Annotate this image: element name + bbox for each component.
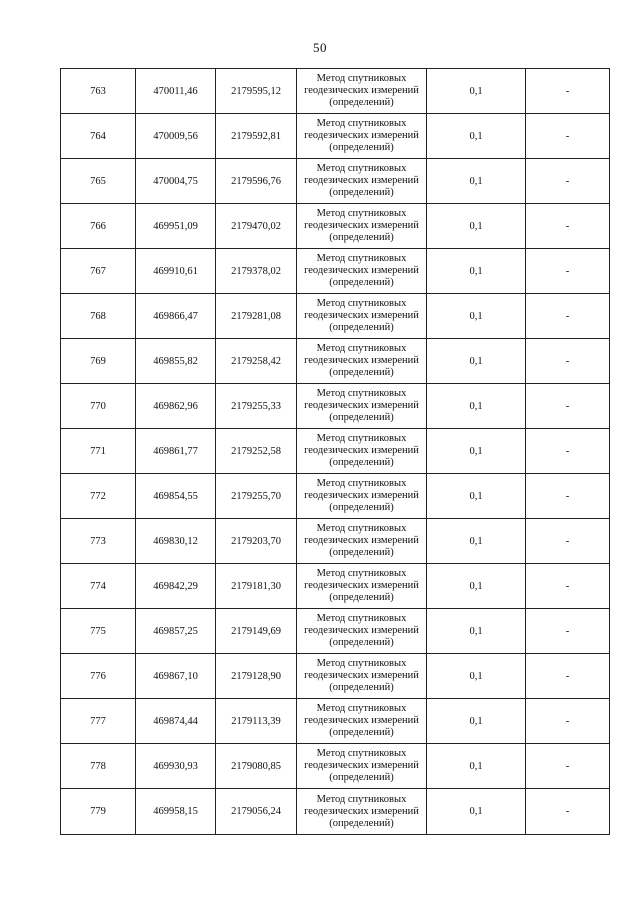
y-coordinate-cell: 2179080,85 — [216, 744, 297, 789]
x-coordinate-cell: 469867,10 — [136, 654, 216, 699]
accuracy-cell: 0,1 — [427, 744, 526, 789]
method-cell: Метод спутниковых геодезических измерений (определений) — [297, 249, 427, 294]
note-cell: - — [526, 159, 610, 204]
y-coordinate-cell: 2179378,02 — [216, 249, 297, 294]
accuracy-cell: 0,1 — [427, 114, 526, 159]
accuracy-cell: 0,1 — [427, 159, 526, 204]
accuracy-cell: 0,1 — [427, 69, 526, 114]
accuracy-cell: 0,1 — [427, 474, 526, 519]
table-row — [61, 609, 610, 654]
accuracy-cell: 0,1 — [427, 789, 526, 835]
method-cell: Метод спутниковых геодезических измерений (определений) — [297, 699, 427, 744]
x-coordinate-cell: 469951,09 — [136, 204, 216, 249]
point-number-cell: 766 — [61, 204, 136, 249]
y-coordinate-cell: 2179128,90 — [216, 654, 297, 699]
y-coordinate-cell: 2179470,02 — [216, 204, 297, 249]
accuracy-cell: 0,1 — [427, 384, 526, 429]
note-cell: - — [526, 474, 610, 519]
accuracy-cell: 0,1 — [427, 699, 526, 744]
accuracy-cell: 0,1 — [427, 204, 526, 249]
x-coordinate-cell: 469930,93 — [136, 744, 216, 789]
point-number-cell: 774 — [61, 564, 136, 609]
method-cell: Метод спутниковых геодезических измерений (определений) — [297, 69, 427, 114]
method-cell: Метод спутниковых геодезических измерений (определений) — [297, 609, 427, 654]
point-number-cell: 763 — [61, 69, 136, 114]
y-coordinate-cell: 2179595,12 — [216, 69, 297, 114]
table-row — [61, 249, 610, 294]
y-coordinate-cell: 2179203,70 — [216, 519, 297, 564]
accuracy-cell: 0,1 — [427, 564, 526, 609]
method-cell: Метод спутниковых геодезических измерений (определений) — [297, 789, 427, 835]
x-coordinate-cell: 469830,12 — [136, 519, 216, 564]
note-cell: - — [526, 744, 610, 789]
note-cell: - — [526, 654, 610, 699]
y-coordinate-cell: 2179255,70 — [216, 474, 297, 519]
table-row — [61, 699, 610, 744]
y-coordinate-cell: 2179592,81 — [216, 114, 297, 159]
x-coordinate-cell: 470009,56 — [136, 114, 216, 159]
note-cell: - — [526, 339, 610, 384]
point-number-cell: 772 — [61, 474, 136, 519]
method-cell: Метод спутниковых геодезических измерений (определений) — [297, 429, 427, 474]
table-row — [61, 204, 610, 249]
y-coordinate-cell: 2179113,39 — [216, 699, 297, 744]
method-cell: Метод спутниковых геодезических измерений (определений) — [297, 654, 427, 699]
table-row — [61, 474, 610, 519]
x-coordinate-cell: 469854,55 — [136, 474, 216, 519]
method-cell: Метод спутниковых геодезических измерений (определений) — [297, 744, 427, 789]
method-cell: Метод спутниковых геодезических измерений (определений) — [297, 204, 427, 249]
method-cell: Метод спутниковых геодезических измерений (определений) — [297, 294, 427, 339]
x-coordinate-cell: 469855,82 — [136, 339, 216, 384]
page-number: 50 — [313, 40, 327, 55]
table-row — [61, 654, 610, 699]
table-row — [61, 789, 610, 835]
note-cell: - — [526, 69, 610, 114]
note-cell: - — [526, 789, 610, 835]
x-coordinate-cell: 469861,77 — [136, 429, 216, 474]
x-coordinate-cell: 469842,29 — [136, 564, 216, 609]
y-coordinate-cell: 2179596,76 — [216, 159, 297, 204]
x-coordinate-cell: 470004,75 — [136, 159, 216, 204]
point-number-cell: 779 — [61, 789, 136, 835]
point-number-cell: 768 — [61, 294, 136, 339]
x-coordinate-cell: 469866,47 — [136, 294, 216, 339]
note-cell: - — [526, 609, 610, 654]
accuracy-cell: 0,1 — [427, 429, 526, 474]
accuracy-cell: 0,1 — [427, 249, 526, 294]
table-row — [61, 564, 610, 609]
accuracy-cell: 0,1 — [427, 609, 526, 654]
x-coordinate-cell: 469857,25 — [136, 609, 216, 654]
y-coordinate-cell: 2179149,69 — [216, 609, 297, 654]
point-number-cell: 764 — [61, 114, 136, 159]
table-row — [61, 339, 610, 384]
method-cell: Метод спутниковых геодезических измерений (определений) — [297, 339, 427, 384]
point-number-cell: 767 — [61, 249, 136, 294]
method-cell: Метод спутниковых геодезических измерений (определений) — [297, 474, 427, 519]
y-coordinate-cell: 2179255,33 — [216, 384, 297, 429]
note-cell: - — [526, 114, 610, 159]
table-row — [61, 519, 610, 564]
note-cell: - — [526, 294, 610, 339]
note-cell: - — [526, 384, 610, 429]
point-number-cell: 769 — [61, 339, 136, 384]
point-number-cell: 775 — [61, 609, 136, 654]
y-coordinate-cell: 2179281,08 — [216, 294, 297, 339]
coordinates-table-body — [61, 69, 610, 835]
table-row — [61, 69, 610, 114]
method-cell: Метод спутниковых геодезических измерений (определений) — [297, 159, 427, 204]
note-cell: - — [526, 204, 610, 249]
table-row — [61, 744, 610, 789]
point-number-cell: 771 — [61, 429, 136, 474]
note-cell: - — [526, 564, 610, 609]
y-coordinate-cell: 2179252,58 — [216, 429, 297, 474]
method-cell: Метод спутниковых геодезических измерений (определений) — [297, 564, 427, 609]
note-cell: - — [526, 519, 610, 564]
accuracy-cell: 0,1 — [427, 654, 526, 699]
point-number-cell: 776 — [61, 654, 136, 699]
x-coordinate-cell: 469910,61 — [136, 249, 216, 294]
table-row — [61, 114, 610, 159]
method-cell: Метод спутниковых геодезических измерений (определений) — [297, 114, 427, 159]
table-row — [61, 429, 610, 474]
x-coordinate-cell: 469874,44 — [136, 699, 216, 744]
point-number-cell: 765 — [61, 159, 136, 204]
table-row — [61, 384, 610, 429]
note-cell: - — [526, 699, 610, 744]
note-cell: - — [526, 429, 610, 474]
accuracy-cell: 0,1 — [427, 519, 526, 564]
x-coordinate-cell: 470011,46 — [136, 69, 216, 114]
accuracy-cell: 0,1 — [427, 339, 526, 384]
y-coordinate-cell: 2179181,30 — [216, 564, 297, 609]
accuracy-cell: 0,1 — [427, 294, 526, 339]
table-row — [61, 159, 610, 204]
x-coordinate-cell: 469958,15 — [136, 789, 216, 835]
y-coordinate-cell: 2179056,24 — [216, 789, 297, 835]
method-cell: Метод спутниковых геодезических измерений (определений) — [297, 519, 427, 564]
method-cell: Метод спутниковых геодезических измерений (определений) — [297, 384, 427, 429]
point-number-cell: 778 — [61, 744, 136, 789]
x-coordinate-cell: 469862,96 — [136, 384, 216, 429]
point-number-cell: 777 — [61, 699, 136, 744]
point-number-cell: 773 — [61, 519, 136, 564]
note-cell: - — [526, 249, 610, 294]
point-number-cell: 770 — [61, 384, 136, 429]
coordinates-table — [60, 68, 610, 835]
table-row — [61, 294, 610, 339]
y-coordinate-cell: 2179258,42 — [216, 339, 297, 384]
